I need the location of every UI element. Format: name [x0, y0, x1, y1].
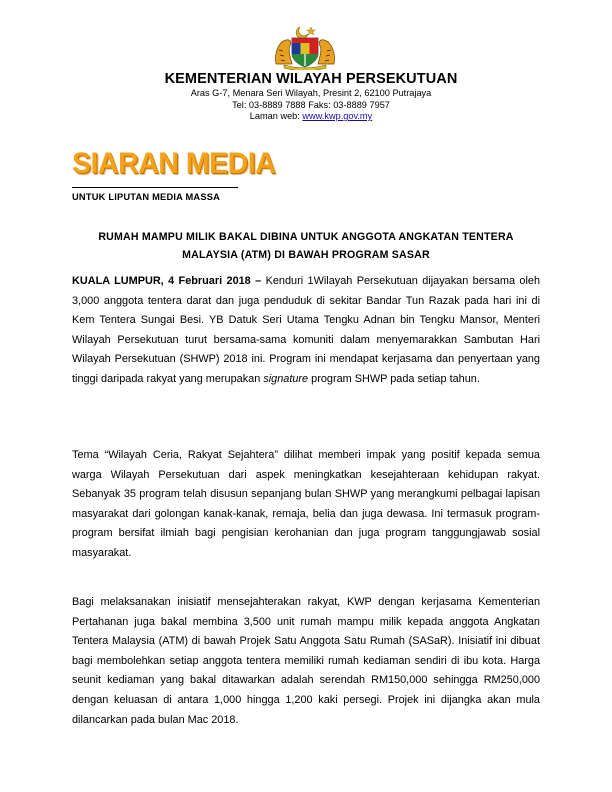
- paragraph-3: Bagi melaksanakan inisiatif mensejahterakan rakyat, KWP dengan kerjasama Kementerian Pertahanan juga bakal membina 3,500 unit rumah mampu milik kepada anggota Angkatan Tentera Malaysia (ATM) di bawah Projek Satu Anggota Satu Rumah (SASaR). Inisiatif ini dibuat bagi membolehkan setiap anggota tentera memiliki rumah kediaman sendiri di ibu kota. Harga seunit kediaman yang bakal ditawarkan adalah serendah RM150,000 sehingga RM250,000 dengan keluasan di antara 1,000 hingga 1,200 kaki persegi. Projek ini dijangka akan mula dilancarkan pada bulan Mac 2018.: [72, 596, 540, 726]
- press-headline: [72, 228, 540, 264]
- ministry-address: Aras G-7, Menara Seri Wilayah, Presint 2, 62100 Putrajaya: [190, 88, 432, 98]
- ministry-website: [10, 111, 612, 123]
- website-label: Laman web:: [249, 111, 303, 121]
- dateline: KUALA LUMPUR, 4 Februari 2018 –: [72, 275, 262, 287]
- paragraph-1-italic: signature: [263, 372, 309, 385]
- ministry-name: KEMENTERIAN WILAYAH PERSEKUTUAN: [164, 71, 458, 87]
- coat-of-arms-icon: [270, 24, 340, 70]
- website-link[interactable]: www.kwp.gov.my: [302, 111, 373, 121]
- paragraph-1: [72, 272, 540, 390]
- media-coverage-subtitle: UNTUK LIPUTAN MEDIA MASSA: [72, 192, 221, 202]
- headline-line-2: MALAYSIA (ATM) DI BAWAH PROGRAM SASAR: [182, 249, 430, 261]
- banner-divider: [72, 187, 238, 188]
- ministry-phone-fax: Tel: 03-8889 7888 Faks: 03-8889 7957: [232, 99, 390, 110]
- paragraph-2: Tema “Wilayah Ceria, Rakyat Sejahtera” dilihat memberi impak yang positif kepada semua warga Wilayah Persekutuan dari aspek meningkatkan kesejahteraan kehidupan rakyat. Sebanyak 35 program telah disusun sepanjang bulan SHWP yang merangkumi pelbagai lapisan masyarakat dari golongan kanak-kanak, remaja, belia dan juga dewasa. Ini termasuk program-program bersifat ilmiah bagi pengisian kerohanian dan juga program tanggungjawab sosial masyarakat.: [72, 449, 540, 559]
- paragraph-1-text-b: program SHWP pada setiap tahun.: [308, 372, 480, 385]
- siaran-media-banner: SIARAN MEDIA: [72, 147, 276, 180]
- letterhead: [0, 70, 612, 123]
- paragraph-1-text-a: Kenduri 1Wilayah Persekutuan dijayakan bersama oleh 3,000 anggota tentera darat dan juga penduduk di sekitar Bandar Tun Razak pada hari ini di Kem Tentera Sungai Besi. YB Datuk Seri Utama Tengku Adnan bin Tengku Mansor, Menteri Wilayah Persekutuan turut bersama-sama komuniti dalam menyemarakkan Sambutan Hari Wilayah Persekutuan (SHWP) 2018 ini. Program ini mendapat kerjasama dan penyertaan yang tinggi daripada rakyat yang merupakan: [72, 275, 541, 385]
- headline-line-1: RUMAH MAMPU MILIK BAKAL DIBINA UNTUK ANGGOTA ANGKATAN TENTERA: [98, 231, 514, 243]
